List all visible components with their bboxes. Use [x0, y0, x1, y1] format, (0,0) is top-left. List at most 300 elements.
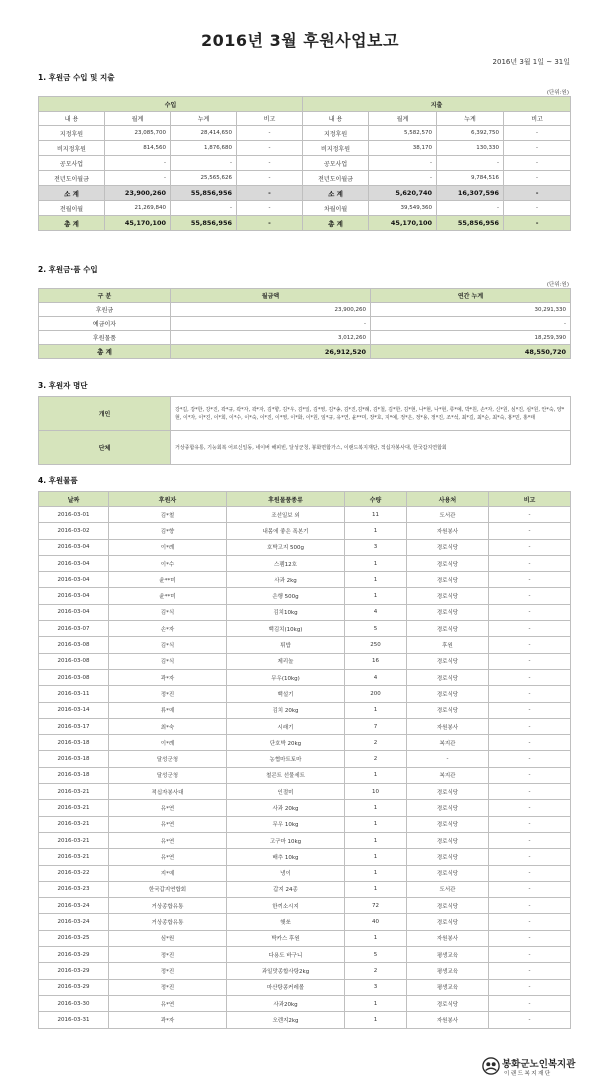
cell-date: 2016-03-25 — [39, 930, 109, 946]
cell-item: 호박고지 500g — [227, 539, 345, 555]
cell-in-label: 지정후원 — [39, 126, 105, 141]
subtotal-in-month: 23,900,260 — [105, 186, 171, 201]
total-out-month: 45,170,100 — [369, 216, 437, 231]
cell-qty: 1 — [345, 930, 407, 946]
cell-note: - — [489, 865, 571, 881]
cell-out-cum: - — [437, 156, 504, 171]
col-header: 연간 누계 — [371, 289, 571, 303]
cell-note: - — [489, 507, 571, 523]
table-row — [39, 898, 571, 914]
table-row — [39, 816, 571, 832]
cell-note: - — [489, 930, 571, 946]
donor-list-table — [38, 396, 571, 465]
carry-in-month: 21,269,840 — [105, 201, 171, 216]
table-row — [39, 588, 571, 604]
cell-use: 경로식당 — [407, 539, 489, 555]
table-row — [39, 539, 571, 555]
month-amount: 23,900,260 — [171, 303, 371, 317]
cell-qty: 1 — [345, 572, 407, 588]
cell-note: - — [489, 914, 571, 930]
carry-out-cum: - — [437, 201, 504, 216]
cell-note: - — [489, 588, 571, 604]
cell-item: 햇쏘 — [227, 914, 345, 930]
cell-use: 도서관 — [407, 507, 489, 523]
cell-in-label: 전년도이월금 — [39, 171, 105, 186]
group-label: 단체 — [39, 431, 171, 465]
cell-item: 배추 10kg — [227, 849, 345, 865]
table-row — [39, 604, 571, 620]
cell-date: 2016-03-08 — [39, 637, 109, 653]
cell-note: - — [489, 947, 571, 963]
cell-qty: 2 — [345, 751, 407, 767]
cell-qty: 1 — [345, 523, 407, 539]
year-amount: 18,259,390 — [371, 331, 571, 345]
cell-donor: 김*철 — [109, 507, 227, 523]
cell-item: 튀밥 — [227, 637, 345, 653]
cell-note: - — [489, 669, 571, 685]
cell-date: 2016-03-18 — [39, 751, 109, 767]
cell-in-cum: - — [171, 156, 237, 171]
col-header: 월계 — [369, 112, 437, 126]
table-row — [39, 303, 571, 317]
cell-note: - — [489, 751, 571, 767]
cell-note: - — [489, 832, 571, 848]
cell-use: 경로식당 — [407, 898, 489, 914]
col-header: 비고 — [489, 492, 571, 507]
total-in-month: 45,170,100 — [105, 216, 171, 231]
cell-note: - — [489, 686, 571, 702]
cell-out-cum: 6,392,750 — [437, 126, 504, 141]
cell-donor: 이*례 — [109, 539, 227, 555]
cell-item: 다용도 바구니 — [227, 947, 345, 963]
cell-donor: 윤**미 — [109, 588, 227, 604]
cell-use: 경로식당 — [407, 849, 489, 865]
cell-use: 경로식당 — [407, 784, 489, 800]
section-2-heading: 2. 후원금·품 수입 — [38, 265, 98, 274]
cell-use: - — [407, 751, 489, 767]
cell-note: - — [489, 718, 571, 734]
cell-qty: 1 — [345, 995, 407, 1011]
cell-donor: 유*연 — [109, 800, 227, 816]
section-1-heading: 1. 후원금 수입 및 지출 — [38, 73, 115, 82]
cell-use: 경로식당 — [407, 816, 489, 832]
cell-donor: 유*연 — [109, 816, 227, 832]
cell-qty: 1 — [345, 816, 407, 832]
total-in-cum: 55,856,956 — [171, 216, 237, 231]
cell-date: 2016-03-29 — [39, 979, 109, 995]
total-in-label: 총 계 — [39, 216, 105, 231]
cell-use: 평생교육 — [407, 979, 489, 995]
cell-donor: 달성군청 — [109, 751, 227, 767]
cell-date: 2016-03-08 — [39, 669, 109, 685]
cell-item: 제리놀 — [227, 653, 345, 669]
carry-row — [39, 201, 571, 216]
cell-in-label: 비지정후원 — [39, 141, 105, 156]
col-header: 내 용 — [303, 112, 369, 126]
cell-date: 2016-03-21 — [39, 849, 109, 865]
year-amount: - — [371, 317, 571, 331]
col-header: 비고 — [504, 112, 571, 126]
cell-date: 2016-03-24 — [39, 898, 109, 914]
carry-out-label: 차월이월 — [303, 201, 369, 216]
cell-date: 2016-03-30 — [39, 995, 109, 1011]
cell-donor: 달성군청 — [109, 767, 227, 783]
table-row — [39, 832, 571, 848]
cell-use: 경로식당 — [407, 702, 489, 718]
cell-note: - — [489, 963, 571, 979]
table-row — [39, 963, 571, 979]
cell-note: - — [489, 555, 571, 571]
cell-in-note: - — [237, 126, 303, 141]
cell-donor: 정*진 — [109, 686, 227, 702]
cell-note: - — [489, 800, 571, 816]
cell-note: - — [489, 995, 571, 1011]
cell-donor: 곽*자 — [109, 1012, 227, 1028]
table-row — [39, 784, 571, 800]
cell-item: 단호박 20kg — [227, 735, 345, 751]
org-name: 봉화군노인복지관 — [502, 1059, 576, 1070]
cell-qty: 1 — [345, 881, 407, 897]
total-row — [39, 216, 571, 231]
cell-item: 고구마 10kg — [227, 832, 345, 848]
table-row — [39, 331, 571, 345]
cell-use: 평생교육 — [407, 963, 489, 979]
cell-date: 2016-03-18 — [39, 767, 109, 783]
cell-qty: 40 — [345, 914, 407, 930]
cell-qty: 1 — [345, 555, 407, 571]
cell-item: 오렌지2kg — [227, 1012, 345, 1028]
donation-income-table — [38, 288, 571, 359]
cell-out-label: 지정후원 — [303, 126, 369, 141]
cell-date: 2016-03-04 — [39, 555, 109, 571]
cell-date: 2016-03-21 — [39, 784, 109, 800]
table-row — [39, 507, 571, 523]
group-names: 거상종합유통, 기능회복 어르신일동, 네이버 해피빈, 달성군청, 봉화면합가스, 이랜드복지재단, 적십자봉사대, 한국갑지연합회 — [171, 431, 571, 465]
cell-in-note: - — [237, 141, 303, 156]
total-out-label: 총 계 — [303, 216, 369, 231]
table-row — [39, 979, 571, 995]
cell-out-month: 5,582,570 — [369, 126, 437, 141]
subtotal-out-note: - — [504, 186, 571, 201]
table-row — [39, 141, 571, 156]
cell-note: - — [489, 539, 571, 555]
cell-item: 철콘트 선물세트 — [227, 767, 345, 783]
table-row — [39, 947, 571, 963]
table-row — [39, 126, 571, 141]
cell-use: 경로식당 — [407, 686, 489, 702]
cell-donor: 김*식 — [109, 653, 227, 669]
cell-note: - — [489, 881, 571, 897]
cell-item: 무우 10kg — [227, 816, 345, 832]
table-row — [39, 669, 571, 685]
individual-names: 강*길, 강*한, 강*진, 곽*규, 곽*자, 곽*자, 김*향, 김*우, 김*일, 김*영, 김*송, 김*진,김*례, 김*철, 김*한, 김*현, 나*현, 나*현, 류*예, 박*원, 손*자, 신*원, 심*진, 심*원, 안*숙, 양*현, 이*자, 이*진, 이*희, 이*수, 이*숙, 이*진, 이*영, 이*화, 이*원, 임*규, 유*연, 윤**미, 장*호, 지*예, 정*은, 정*용, 정*진, 조*석, 최*길, 최*순, 최*숙, 홍*민, 홍*태 — [171, 397, 571, 431]
cell-use: 복지관 — [407, 767, 489, 783]
cell-item: 내몸에 좋은 폭본기 — [227, 523, 345, 539]
cell-note: - — [489, 979, 571, 995]
cell-qty: 2 — [345, 735, 407, 751]
cell-item: 농협마트토마 — [227, 751, 345, 767]
cell-in-month: 23,085,700 — [105, 126, 171, 141]
table-row — [39, 865, 571, 881]
cell-in-note: - — [237, 156, 303, 171]
cell-use: 경로식당 — [407, 588, 489, 604]
cell-item: 냉이 — [227, 865, 345, 881]
subtotal-in-label: 소 계 — [39, 186, 105, 201]
cell-qty: 4 — [345, 669, 407, 685]
cell-in-month: - — [105, 156, 171, 171]
carry-in-cum: - — [171, 201, 237, 216]
cell-date: 2016-03-04 — [39, 588, 109, 604]
table-row — [39, 800, 571, 816]
year-amount: 30,291,330 — [371, 303, 571, 317]
income-expense-table — [38, 96, 571, 231]
section-4-heading: 4. 후원물품 — [38, 476, 78, 485]
cell-use: 평생교육 — [407, 947, 489, 963]
cell-date: 2016-03-01 — [39, 507, 109, 523]
cell-note: - — [489, 523, 571, 539]
col-header: 누계 — [171, 112, 237, 126]
cell-item: 사과 2kg — [227, 572, 345, 588]
cell-qty: 7 — [345, 718, 407, 734]
table-row — [39, 735, 571, 751]
cell-donor: 김*식 — [109, 637, 227, 653]
cell-date: 2016-03-02 — [39, 523, 109, 539]
cell-out-label: 비지정후원 — [303, 141, 369, 156]
cell-item: 은행 500g — [227, 588, 345, 604]
col-header: 내 용 — [39, 112, 105, 126]
cell-item: 백설기 — [227, 686, 345, 702]
table-row — [39, 995, 571, 1011]
cell-note: - — [489, 572, 571, 588]
month-amount: - — [171, 317, 371, 331]
cell-out-month: 38,170 — [369, 141, 437, 156]
carry-out-note: - — [504, 201, 571, 216]
table-row — [39, 767, 571, 783]
cell-date: 2016-03-17 — [39, 718, 109, 734]
col-header: 사용처 — [407, 492, 489, 507]
cell-use: 후원 — [407, 637, 489, 653]
cell-note: - — [489, 735, 571, 751]
cell-out-cum: 130,330 — [437, 141, 504, 156]
subtotal-out-label: 소 계 — [303, 186, 369, 201]
total-out-cum: 55,856,956 — [437, 216, 504, 231]
table-row — [39, 702, 571, 718]
cell-date: 2016-03-24 — [39, 914, 109, 930]
cell-item: 박카스 후원 — [227, 930, 345, 946]
cell-donor: 적십자봉사대 — [109, 784, 227, 800]
cell-date: 2016-03-31 — [39, 1012, 109, 1028]
cell-donor: 손*자 — [109, 621, 227, 637]
cell-note: - — [489, 702, 571, 718]
total-in-note: - — [237, 216, 303, 231]
cell-note: - — [489, 604, 571, 620]
cell-date: 2016-03-08 — [39, 653, 109, 669]
section-2-unit: (단위:원) — [546, 282, 569, 288]
cell-use: 자원봉사 — [407, 718, 489, 734]
cell-qty: 1 — [345, 1012, 407, 1028]
subtotal-out-cum: 16,307,596 — [437, 186, 504, 201]
cell-date: 2016-03-22 — [39, 865, 109, 881]
cell-note: - — [489, 621, 571, 637]
cell-use: 자원봉사 — [407, 523, 489, 539]
subtotal-in-note: - — [237, 186, 303, 201]
subtotal-out-month: 5,620,740 — [369, 186, 437, 201]
expense-header: 지출 — [303, 97, 571, 112]
table-row — [39, 171, 571, 186]
cell-donor: 이*례 — [109, 735, 227, 751]
cell-use: 도서관 — [407, 881, 489, 897]
cell-date: 2016-03-04 — [39, 604, 109, 620]
cell-qty: 1 — [345, 800, 407, 816]
cell-qty: 1 — [345, 588, 407, 604]
total-row — [39, 345, 571, 359]
cell-out-label: 전년도이월금 — [303, 171, 369, 186]
cell-note: - — [489, 637, 571, 653]
section-1-unit: (단위:원) — [546, 90, 569, 96]
cell-item: 사과 20kg — [227, 800, 345, 816]
cell-use: 경로식당 — [407, 555, 489, 571]
cell-donor: 김*식 — [109, 604, 227, 620]
table-row — [39, 849, 571, 865]
cell-qty: 1 — [345, 849, 407, 865]
cell-donor: 심*원 — [109, 930, 227, 946]
cell-date: 2016-03-21 — [39, 816, 109, 832]
cell-use: 경로식당 — [407, 832, 489, 848]
cell-date: 2016-03-14 — [39, 702, 109, 718]
org-sub-name: 이랜드복지재단 — [504, 1071, 552, 1077]
table-row — [39, 881, 571, 897]
individual-label: 개인 — [39, 397, 171, 431]
total-out-note: - — [504, 216, 571, 231]
cell-in-label: 공모사업 — [39, 156, 105, 171]
cell-use: 경로식당 — [407, 914, 489, 930]
total-year-amount: 48,550,720 — [371, 345, 571, 359]
cell-out-note: - — [504, 141, 571, 156]
row-label: 후원물품 — [39, 331, 171, 345]
cell-donor: 유*연 — [109, 832, 227, 848]
section-3-heading: 3. 후원자 명단 — [38, 381, 88, 390]
cell-use: 경로식당 — [407, 653, 489, 669]
cell-note: - — [489, 816, 571, 832]
table-row — [39, 686, 571, 702]
cell-qty: 1 — [345, 767, 407, 783]
cell-in-month: - — [105, 171, 171, 186]
cell-donor: 김*향 — [109, 523, 227, 539]
cell-use: 경로식당 — [407, 995, 489, 1011]
table-row — [39, 637, 571, 653]
cell-donor: 류*예 — [109, 702, 227, 718]
cell-out-cum: 9,784,516 — [437, 171, 504, 186]
cell-out-label: 공모사업 — [303, 156, 369, 171]
cell-in-cum: 25,565,626 — [171, 171, 237, 186]
carry-in-note: - — [237, 201, 303, 216]
cell-qty: 16 — [345, 653, 407, 669]
cell-in-month: 814,560 — [105, 141, 171, 156]
table-row — [39, 1012, 571, 1028]
cell-date: 2016-03-23 — [39, 881, 109, 897]
row-label: 예금이자 — [39, 317, 171, 331]
cell-qty: 2 — [345, 963, 407, 979]
cell-item: 김치10kg — [227, 604, 345, 620]
cell-donor: 유*연 — [109, 995, 227, 1011]
table-row — [39, 930, 571, 946]
cell-item: 스펨12호 — [227, 555, 345, 571]
cell-note: - — [489, 1012, 571, 1028]
income-header: 수입 — [39, 97, 303, 112]
cell-qty: 3 — [345, 539, 407, 555]
cell-item: 사과20kg — [227, 995, 345, 1011]
cell-donor: 이*수 — [109, 555, 227, 571]
table-row — [39, 555, 571, 571]
cell-item: 백김치(10kg) — [227, 621, 345, 637]
cell-donor: 최*숙 — [109, 718, 227, 734]
cell-qty: 4 — [345, 604, 407, 620]
col-header: 후원물품종류 — [227, 492, 345, 507]
table-row — [39, 523, 571, 539]
cell-date: 2016-03-04 — [39, 539, 109, 555]
cell-date: 2016-03-29 — [39, 963, 109, 979]
table-row — [39, 572, 571, 588]
cell-date: 2016-03-11 — [39, 686, 109, 702]
col-header: 구 분 — [39, 289, 171, 303]
cell-use: 경로식당 — [407, 621, 489, 637]
cell-item: 김치 20kg — [227, 702, 345, 718]
cell-item: 한끼소시지 — [227, 898, 345, 914]
cell-donor: 정*진 — [109, 979, 227, 995]
org-emblem-icon — [482, 1057, 500, 1075]
subtotal-in-cum: 55,856,956 — [171, 186, 237, 201]
cell-date: 2016-03-21 — [39, 800, 109, 816]
cell-item: 갑지 24종 — [227, 881, 345, 897]
table-row — [39, 317, 571, 331]
cell-out-month: - — [369, 171, 437, 186]
cell-donor: 한국갑지연합회 — [109, 881, 227, 897]
cell-date: 2016-03-07 — [39, 621, 109, 637]
table-row — [39, 914, 571, 930]
table-row — [39, 653, 571, 669]
col-header: 후원자 — [109, 492, 227, 507]
col-header: 비고 — [237, 112, 303, 126]
cell-out-note: - — [504, 126, 571, 141]
cell-item: 마산탕콩커레볼 — [227, 979, 345, 995]
cell-use: 복지관 — [407, 735, 489, 751]
cell-qty: 5 — [345, 621, 407, 637]
table-row — [39, 751, 571, 767]
cell-item: 인절미 — [227, 784, 345, 800]
cell-note: - — [489, 767, 571, 783]
cell-note: - — [489, 653, 571, 669]
col-header: 월계 — [105, 112, 171, 126]
cell-qty: 1 — [345, 832, 407, 848]
cell-item: 무우(10kg) — [227, 669, 345, 685]
page-title: 2016년 3월 후원사업보고 — [201, 31, 399, 50]
cell-donor: 유*연 — [109, 849, 227, 865]
col-header: 날짜 — [39, 492, 109, 507]
cell-use: 자원봉사 — [407, 930, 489, 946]
cell-qty: 1 — [345, 702, 407, 718]
subtotal-row — [39, 186, 571, 201]
cell-qty: 10 — [345, 784, 407, 800]
row-label: 후원금 — [39, 303, 171, 317]
carry-in-label: 전월이월 — [39, 201, 105, 216]
cell-donor: 정*진 — [109, 947, 227, 963]
table-row — [39, 621, 571, 637]
total-month-amount: 26,912,520 — [171, 345, 371, 359]
date-range: 2016년 3월 1일 ~ 31일 — [492, 58, 570, 66]
cell-qty: 72 — [345, 898, 407, 914]
org-logo — [482, 1054, 582, 1080]
cell-in-cum: 1,876,680 — [171, 141, 237, 156]
